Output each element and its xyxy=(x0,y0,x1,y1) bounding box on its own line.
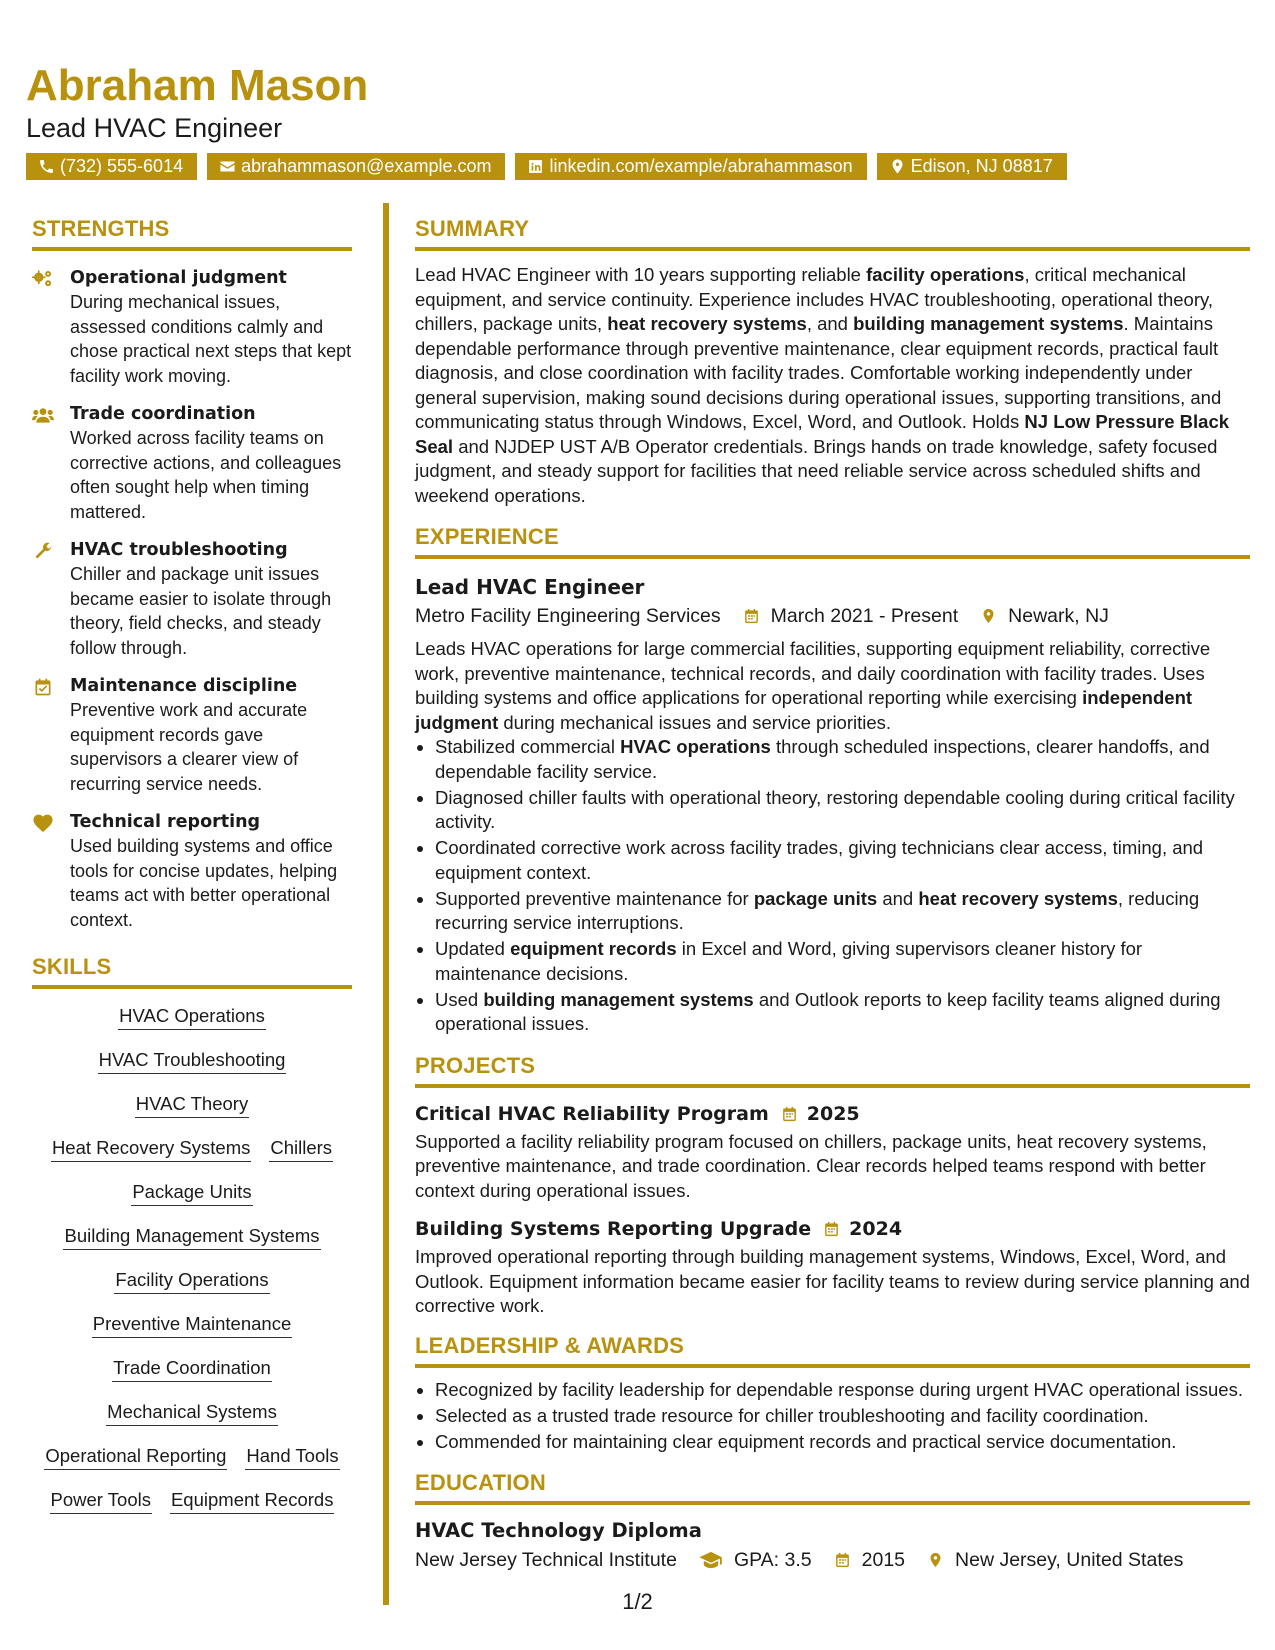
column-divider xyxy=(383,203,389,1605)
education-location: New Jersey, United States xyxy=(955,1549,1184,1571)
skill-tag: Heat Recovery Systems xyxy=(51,1135,251,1162)
strength-title: Operational judgment xyxy=(70,268,287,288)
summary-text: Lead HVAC Engineer with 10 years supporting reliable facility operations, critical mechanical equipment, and service continuity. Experience includes HVAC troubleshooting, operational theory, chillers, package units, heat recovery systems, and building management systems. Maintains dependable performance through preventive maintenance, clear equipment records, practical fault diagnosis, and close coordination with facility trades. Comfortable working independently under general supervision, making sound decisions during operational issues, supporting transitions, and communicating status through Windows, Excel, Word, and Outlook. Holds NJ Low Pressure Black Seal and NJDEP UST A/B Operator credentials. Brings hands on trade knowledge, safety focused judgment, and steady support for facilities that need reliable service across scheduled shifts and weekend operations. xyxy=(415,264,1230,506)
skill-tag: HVAC Troubleshooting xyxy=(98,1047,287,1074)
education-year: 2015 xyxy=(861,1549,906,1571)
project-year: 2024 xyxy=(849,1218,903,1240)
gears-icon xyxy=(32,269,54,289)
job-bullet: • Used building management systems and Outlook reports to keep facility teams aligned during operational issues. xyxy=(435,988,1250,1037)
education-heading: EDUCATION xyxy=(415,1470,1250,1505)
strengths-heading: STRENGTHS xyxy=(32,216,352,251)
project-name: Building Systems Reporting Upgrade xyxy=(415,1218,812,1240)
skill-tag: Preventive Maintenance xyxy=(92,1311,292,1338)
skills-list xyxy=(32,1003,352,1514)
strength-title: Trade coordination xyxy=(70,404,256,424)
strength-desc: Chiller and package unit issues became easier to isolate through theory, field checks, and steady follow through. xyxy=(70,564,332,658)
strength-desc: Used building systems and office tools for concise updates, helping teams act with better operational context. xyxy=(70,836,338,930)
calendar-icon xyxy=(743,607,760,625)
phone-icon xyxy=(38,158,55,175)
strength-item xyxy=(32,538,352,660)
wrench-icon xyxy=(32,541,54,561)
skill-tag: Trade Coordination xyxy=(112,1355,272,1382)
contact-location xyxy=(877,153,1067,180)
strength-item xyxy=(32,674,352,796)
map-pin-icon xyxy=(980,607,997,625)
experience-heading: EXPERIENCE xyxy=(415,524,1250,559)
contact-linkedin[interactable] xyxy=(515,153,866,180)
skill-tag: Equipment Records xyxy=(170,1487,334,1514)
education-gpa: GPA: 3.5 xyxy=(733,1549,812,1571)
job-bullet: • Diagnosed chiller faults with operational theory, restoring dependable cooling during critical facility activity. xyxy=(435,786,1250,835)
education-degree: HVAC Technology Diploma xyxy=(415,1519,702,1542)
left-column xyxy=(32,216,352,1531)
strength-title: HVAC troubleshooting xyxy=(70,540,288,560)
strength-item xyxy=(32,266,352,388)
project-desc: Improved operational reporting through building management systems, Windows, Excel, Word, and Outlook. Equipment information became easier for facility teams to review during service planning and corrective work. xyxy=(415,1246,1250,1316)
contact-email[interactable] xyxy=(207,153,505,180)
skill-tag: HVAC Operations xyxy=(118,1003,266,1030)
map-pin-icon xyxy=(927,1551,944,1569)
leadership-item: • Selected as a trusted trade resource for chiller troubleshooting and facility coordination. xyxy=(435,1404,1250,1429)
job-company: Metro Facility Engineering Services xyxy=(415,605,721,627)
leadership-item: • Recognized by facility leadership for dependable response during urgent HVAC operational issues. xyxy=(435,1378,1250,1403)
skills-heading: SKILLS xyxy=(32,954,352,989)
job-meta xyxy=(415,601,1250,631)
strength-desc: Preventive work and accurate equipment records gave supervisors a clearer view of recurring service needs. xyxy=(70,700,308,794)
calendar-icon xyxy=(834,1551,851,1569)
strength-title: Maintenance discipline xyxy=(70,676,298,696)
candidate-role: Lead HVAC Engineer xyxy=(26,113,283,143)
projects-heading: PROJECTS xyxy=(415,1053,1250,1088)
skill-tag: Power Tools xyxy=(50,1487,152,1514)
project-title xyxy=(415,1215,1250,1243)
contact-phone-text: (732) 555-6014 xyxy=(60,156,184,176)
skill-tag: Operational Reporting xyxy=(44,1443,227,1470)
calendar-icon xyxy=(781,1105,798,1123)
calendar-icon xyxy=(823,1220,840,1238)
right-column xyxy=(415,216,1250,1575)
strength-item xyxy=(32,810,352,932)
summary-heading: SUMMARY xyxy=(415,216,1250,251)
strength-title: Technical reporting xyxy=(70,812,261,832)
skill-tag: Building Management Systems xyxy=(63,1223,320,1250)
map-pin-icon xyxy=(889,158,906,175)
project-name: Critical HVAC Reliability Program xyxy=(415,1102,769,1125)
education-school: New Jersey Technical Institute xyxy=(415,1549,677,1571)
project-title xyxy=(415,1100,1250,1128)
skill-tag: Mechanical Systems xyxy=(106,1399,278,1426)
contact-location-text: Edison, NJ 08817 xyxy=(910,156,1053,176)
contact-linkedin-text: linkedin.com/example/abrahammason xyxy=(549,156,853,176)
job-bullet: • Updated equipment records in Excel and Word, giving supervisors cleaner history for maintenance decisions. xyxy=(435,937,1250,986)
leadership-heading: LEADERSHIP & AWARDS xyxy=(415,1333,1250,1368)
strength-desc: Worked across facility teams on corrective actions, and colleagues often sought help when timing mattered. xyxy=(70,428,342,522)
skill-tag: Facility Operations xyxy=(114,1267,269,1294)
calendar-check-icon xyxy=(32,677,54,697)
skill-tag: Package Units xyxy=(131,1179,252,1206)
job-bullets xyxy=(415,735,1250,1037)
users-icon xyxy=(32,405,54,425)
job-bullet: • Coordinated corrective work across facility trades, giving technicians clear access, timing, and equipment context. xyxy=(435,836,1250,885)
job-bullet: • Stabilized commercial HVAC operations through scheduled inspections, clearer handoffs, and dependable facility service. xyxy=(435,735,1250,784)
job-bullet: • Supported preventive maintenance for package units and heat recovery systems, reducing recurring service interruptions. xyxy=(435,887,1250,936)
leadership-list xyxy=(415,1378,1250,1455)
job-title: Lead HVAC Engineer xyxy=(415,575,645,599)
job-location: Newark, NJ xyxy=(1008,605,1109,627)
contact-email-text: abrahammason@example.com xyxy=(241,156,492,176)
candidate-name: Abraham Mason xyxy=(26,61,369,110)
strength-item xyxy=(32,402,352,524)
project-year: 2025 xyxy=(806,1102,860,1125)
job-description: Leads HVAC operations for large commercial facilities, supporting equipment reliability, corrective work, preventive maintenance, technical records, and daily coordination with facility trades. Uses building systems and office applications for operational reporting while exercising independent judgment during mechanical issues and service priorities. xyxy=(415,638,1211,733)
project-desc: Supported a facility reliability program focused on chillers, package units, heat recovery systems, preventive maintenance, and trade coordination. Clear records helped teams respond with better context during operational issues. xyxy=(415,1130,1207,1201)
leadership-item: • Commended for maintaining clear equipment records and practical service documentation. xyxy=(435,1430,1250,1455)
skill-tag: Chillers xyxy=(269,1135,333,1162)
skill-tag: Hand Tools xyxy=(245,1443,339,1470)
page-number: 1/2 xyxy=(622,1589,653,1614)
skill-tag: HVAC Theory xyxy=(135,1091,249,1118)
job-dates: March 2021 - Present xyxy=(770,605,959,627)
contact-bar xyxy=(26,153,1067,180)
envelope-icon xyxy=(219,158,236,175)
heart-icon xyxy=(32,813,54,833)
linkedin-icon xyxy=(527,158,544,175)
contact-phone[interactable] xyxy=(26,153,197,180)
education-meta xyxy=(415,1545,1250,1575)
resume-header xyxy=(26,60,368,144)
graduation-cap-icon xyxy=(699,1551,723,1569)
strength-desc: During mechanical issues, assessed conditions calmly and chose practical next steps that kept facility work moving. xyxy=(70,292,352,386)
